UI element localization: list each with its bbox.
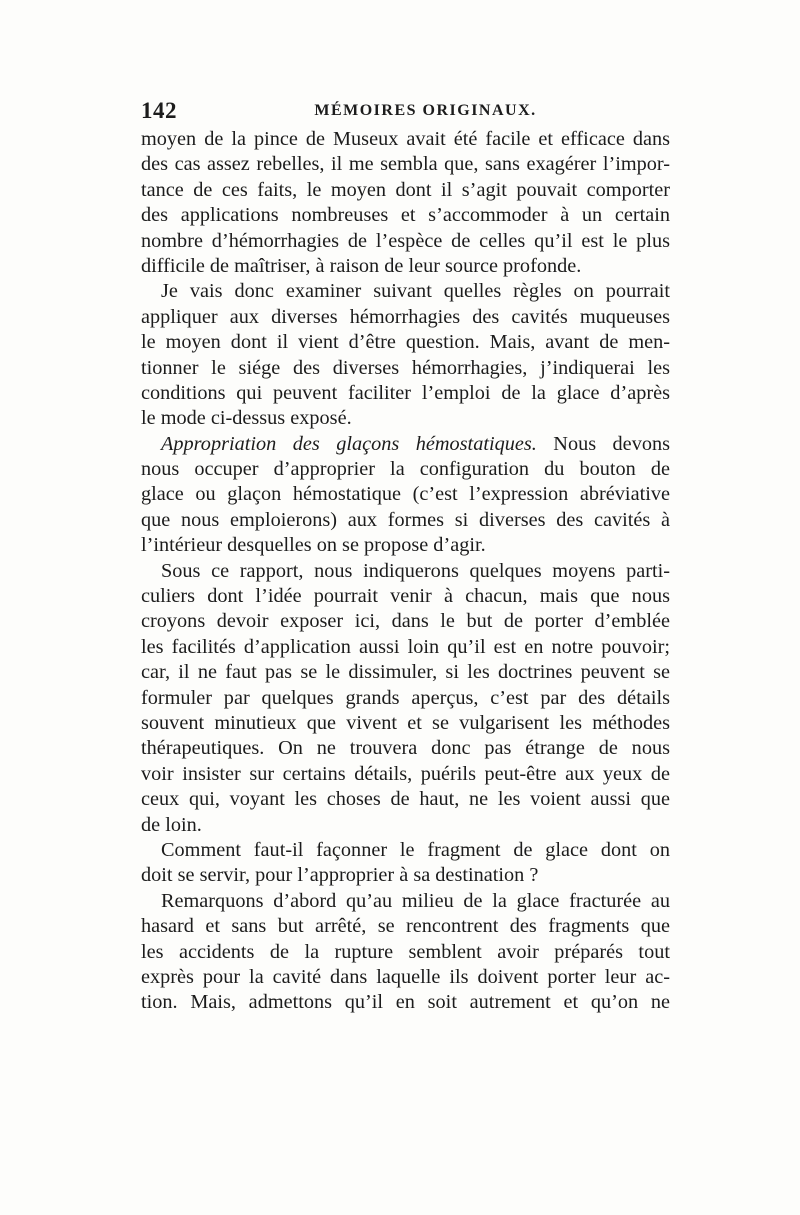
- text-line: Sous ce rapport, nous indiquerons quelques moyens parti-: [161, 559, 670, 582]
- text-line: tionner le siége des diverses hémorrhagies, j’indiquerai les: [141, 356, 670, 379]
- text-line: les accidents de la rupture semblent avoir préparés tout: [141, 940, 670, 963]
- text-line: conditions qui peuvent faciliter l’emploi de la glace d’après: [141, 381, 670, 404]
- text-line: tance de ces faits, le moyen dont il s’agit pouvait comporter: [141, 178, 670, 201]
- paragraph: [141, 838, 670, 889]
- text-line: culiers dont l’idée pourrait venir à chacun, mais que nous: [141, 585, 670, 608]
- page-header: [141, 98, 670, 126]
- text-line: nous occuper d’approprier la configuration du bouton de: [141, 458, 670, 481]
- text-line: que nous emploierons) aux formes si diverses des cavités à: [141, 508, 670, 531]
- paragraph: [141, 279, 670, 431]
- text-line: Remarquons d’abord qu’au milieu de la glace fracturée au: [161, 889, 670, 912]
- text-line: les facilités d’application aussi loin qu’il est en notre pouvoir;: [141, 635, 670, 658]
- section-heading: Appropriation des glaçons hémostatiques.: [161, 432, 537, 455]
- paragraph: [141, 559, 670, 838]
- paragraph: [141, 432, 670, 559]
- text-line: Je vais donc examiner suivant quelles règles on pourrait: [161, 280, 670, 303]
- text-line: l’intérieur desquelles on se propose d’agir.: [141, 534, 486, 557]
- text-line: [141, 432, 670, 457]
- line-text: Nous devons: [536, 432, 671, 455]
- text-line: moyen de la pince de Museux avait été facile et efficace dans: [141, 128, 670, 150]
- paragraph: [141, 889, 670, 1016]
- text-line: appliquer aux diverses hémorrhagies des cavités muqueuses: [141, 305, 670, 328]
- text-line: Comment faut-il façonner le fragment de glace dont on: [161, 838, 670, 861]
- text-line: difficile de maîtriser, à raison de leur source profonde.: [141, 254, 582, 277]
- text-line: formuler par quelques grands aperçus, c’est par des détails: [141, 686, 670, 709]
- text-line: glace ou glaçon hémostatique (c’est l’expression abréviative: [141, 483, 670, 506]
- page-number: 142: [141, 98, 177, 123]
- text-line: car, il ne faut pas se le dissimuler, si les doctrines peuvent se: [141, 661, 670, 684]
- text-line: de loin.: [141, 813, 202, 836]
- body-text: [141, 127, 670, 1016]
- text-line: le mode ci-dessus exposé.: [141, 407, 352, 430]
- text-line: le moyen dont il vient d’être question. Mais, avant de men-: [141, 331, 670, 354]
- text-line: exprès pour la cavité dans laquelle ils doivent porter leur ac-: [141, 965, 670, 988]
- text-line: hasard et sans but arrêté, se rencontrent des fragments que: [141, 915, 670, 938]
- text-line: voir insister sur certains détails, puérils peut-être aux yeux de: [141, 762, 670, 785]
- text-line: ceux qui, voyant les choses de haut, ne les voient aussi que: [141, 788, 670, 811]
- text-line: des cas assez rebelles, il me sembla que, sans exagérer l’impor-: [141, 153, 670, 176]
- paragraph: [141, 127, 670, 279]
- text-line: nombre d’hémorrhagies de l’espèce de celles qu’il est le plus: [141, 229, 670, 252]
- text-line: des applications nombreuses et s’accommoder à un certain: [141, 204, 670, 227]
- text-line: croyons devoir exposer ici, dans le but de porter d’emblée: [141, 610, 670, 633]
- text-line: tion. Mais, admettons qu’il en soit autrement et qu’on ne: [141, 991, 670, 1014]
- text-line: souvent minutieux que vivent et se vulgarisent les méthodes: [141, 711, 670, 734]
- text-line: doit se servir, pour l’approprier à sa destination ?: [141, 864, 539, 887]
- running-title: MÉMOIRES ORIGINAUX.: [314, 102, 537, 119]
- text-line: thérapeutiques. On ne trouvera donc pas étrange de nous: [141, 737, 670, 760]
